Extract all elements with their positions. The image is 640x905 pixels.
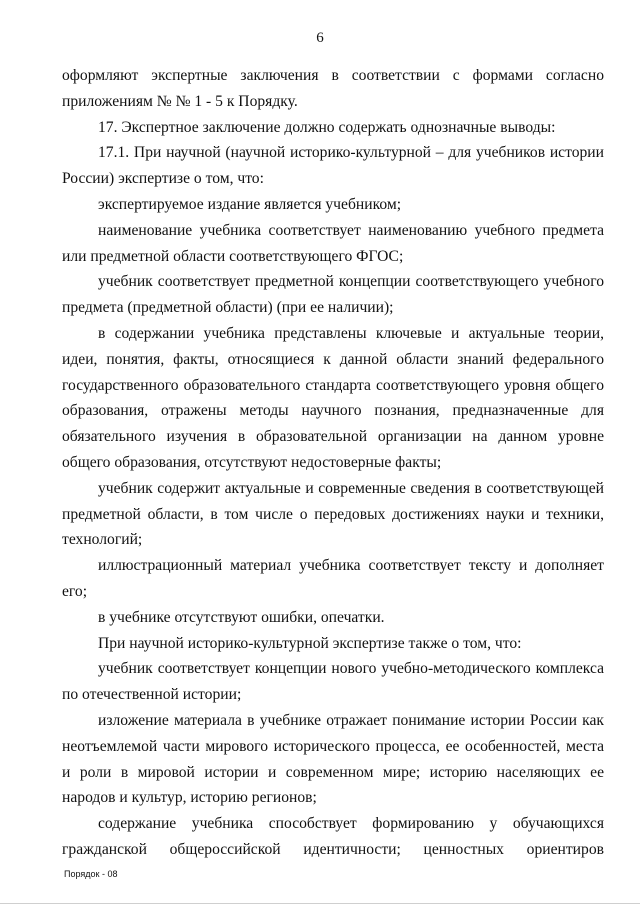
- paragraph-history-complex: учебник соответствует концепции нового учебно-методического комплекса по отечественной истории;: [62, 660, 604, 704]
- paragraph-current-info: учебник содержит актуальные и современные сведения в соответствующей предметной области, в том числе о передовых достижениях науки и техники, технологий;: [62, 479, 604, 549]
- paragraph-continuation: оформляют экспертные заключения в соответствии с формами согласно приложениям № № 1 - 5 к Порядку.: [62, 67, 604, 110]
- paragraph-civic-identity: содержание учебника способствует формированию у обучающихся гражданской общероссийской идентичности; ценностных ориентиров: [62, 815, 604, 858]
- paragraph-subject-concept: учебник соответствует предметной концепции соответствующего учебного предмета (предметной области) (при ее наличии);: [62, 273, 604, 317]
- footer-label: Порядок - 08: [64, 869, 118, 879]
- paragraph-no-errors: в учебнике отсутствуют ошибки, опечатки.: [98, 608, 385, 626]
- paragraph-historical-expertise: При научной историко-культурной экспертизе также о том, что:: [98, 634, 522, 652]
- paragraph-item-17-1: 17.1. При научной (научной историко-культурной – для учебников истории России) экспертизе о том, что:: [62, 144, 604, 188]
- paragraph-fgos-match: наименование учебника соответствует наименованию учебного предмета или предметной области соответствующего ФГОС;: [62, 221, 604, 265]
- paragraph-item-17: 17. Экспертное заключение должно содержать однозначные выводы:: [98, 118, 556, 136]
- paragraph-russia-history: изложение материала в учебнике отражает понимание истории России как неотъемлемой части мирового исторического процесса, ее особенностей, места и роли в мировой истории и современном мире; историю населяющих ее народов и культур, историю регионов;: [62, 711, 604, 807]
- paragraph-illustrations: иллюстрационный материал учебника соответствует тексту и дополняет его;: [62, 557, 604, 600]
- page-number: 6: [316, 30, 324, 46]
- document-body: [62, 63, 604, 863]
- paragraph-key-theories: в содержании учебника представлены ключевые и актуальные теории, идеи, понятия, факты, относящиеся к данной области знаний федерального государственного образовательного стандарта соответствующего уровня общего образования, отражены методы научного познания, предназначенные для обязательного изучения в образовательной организации на данном уровне общего образования, отсутствуют недостоверные факты;: [62, 324, 604, 471]
- bottom-divider: [0, 903, 640, 904]
- paragraph-textbook-status: экспертируемое издание является учебником;: [98, 195, 402, 213]
